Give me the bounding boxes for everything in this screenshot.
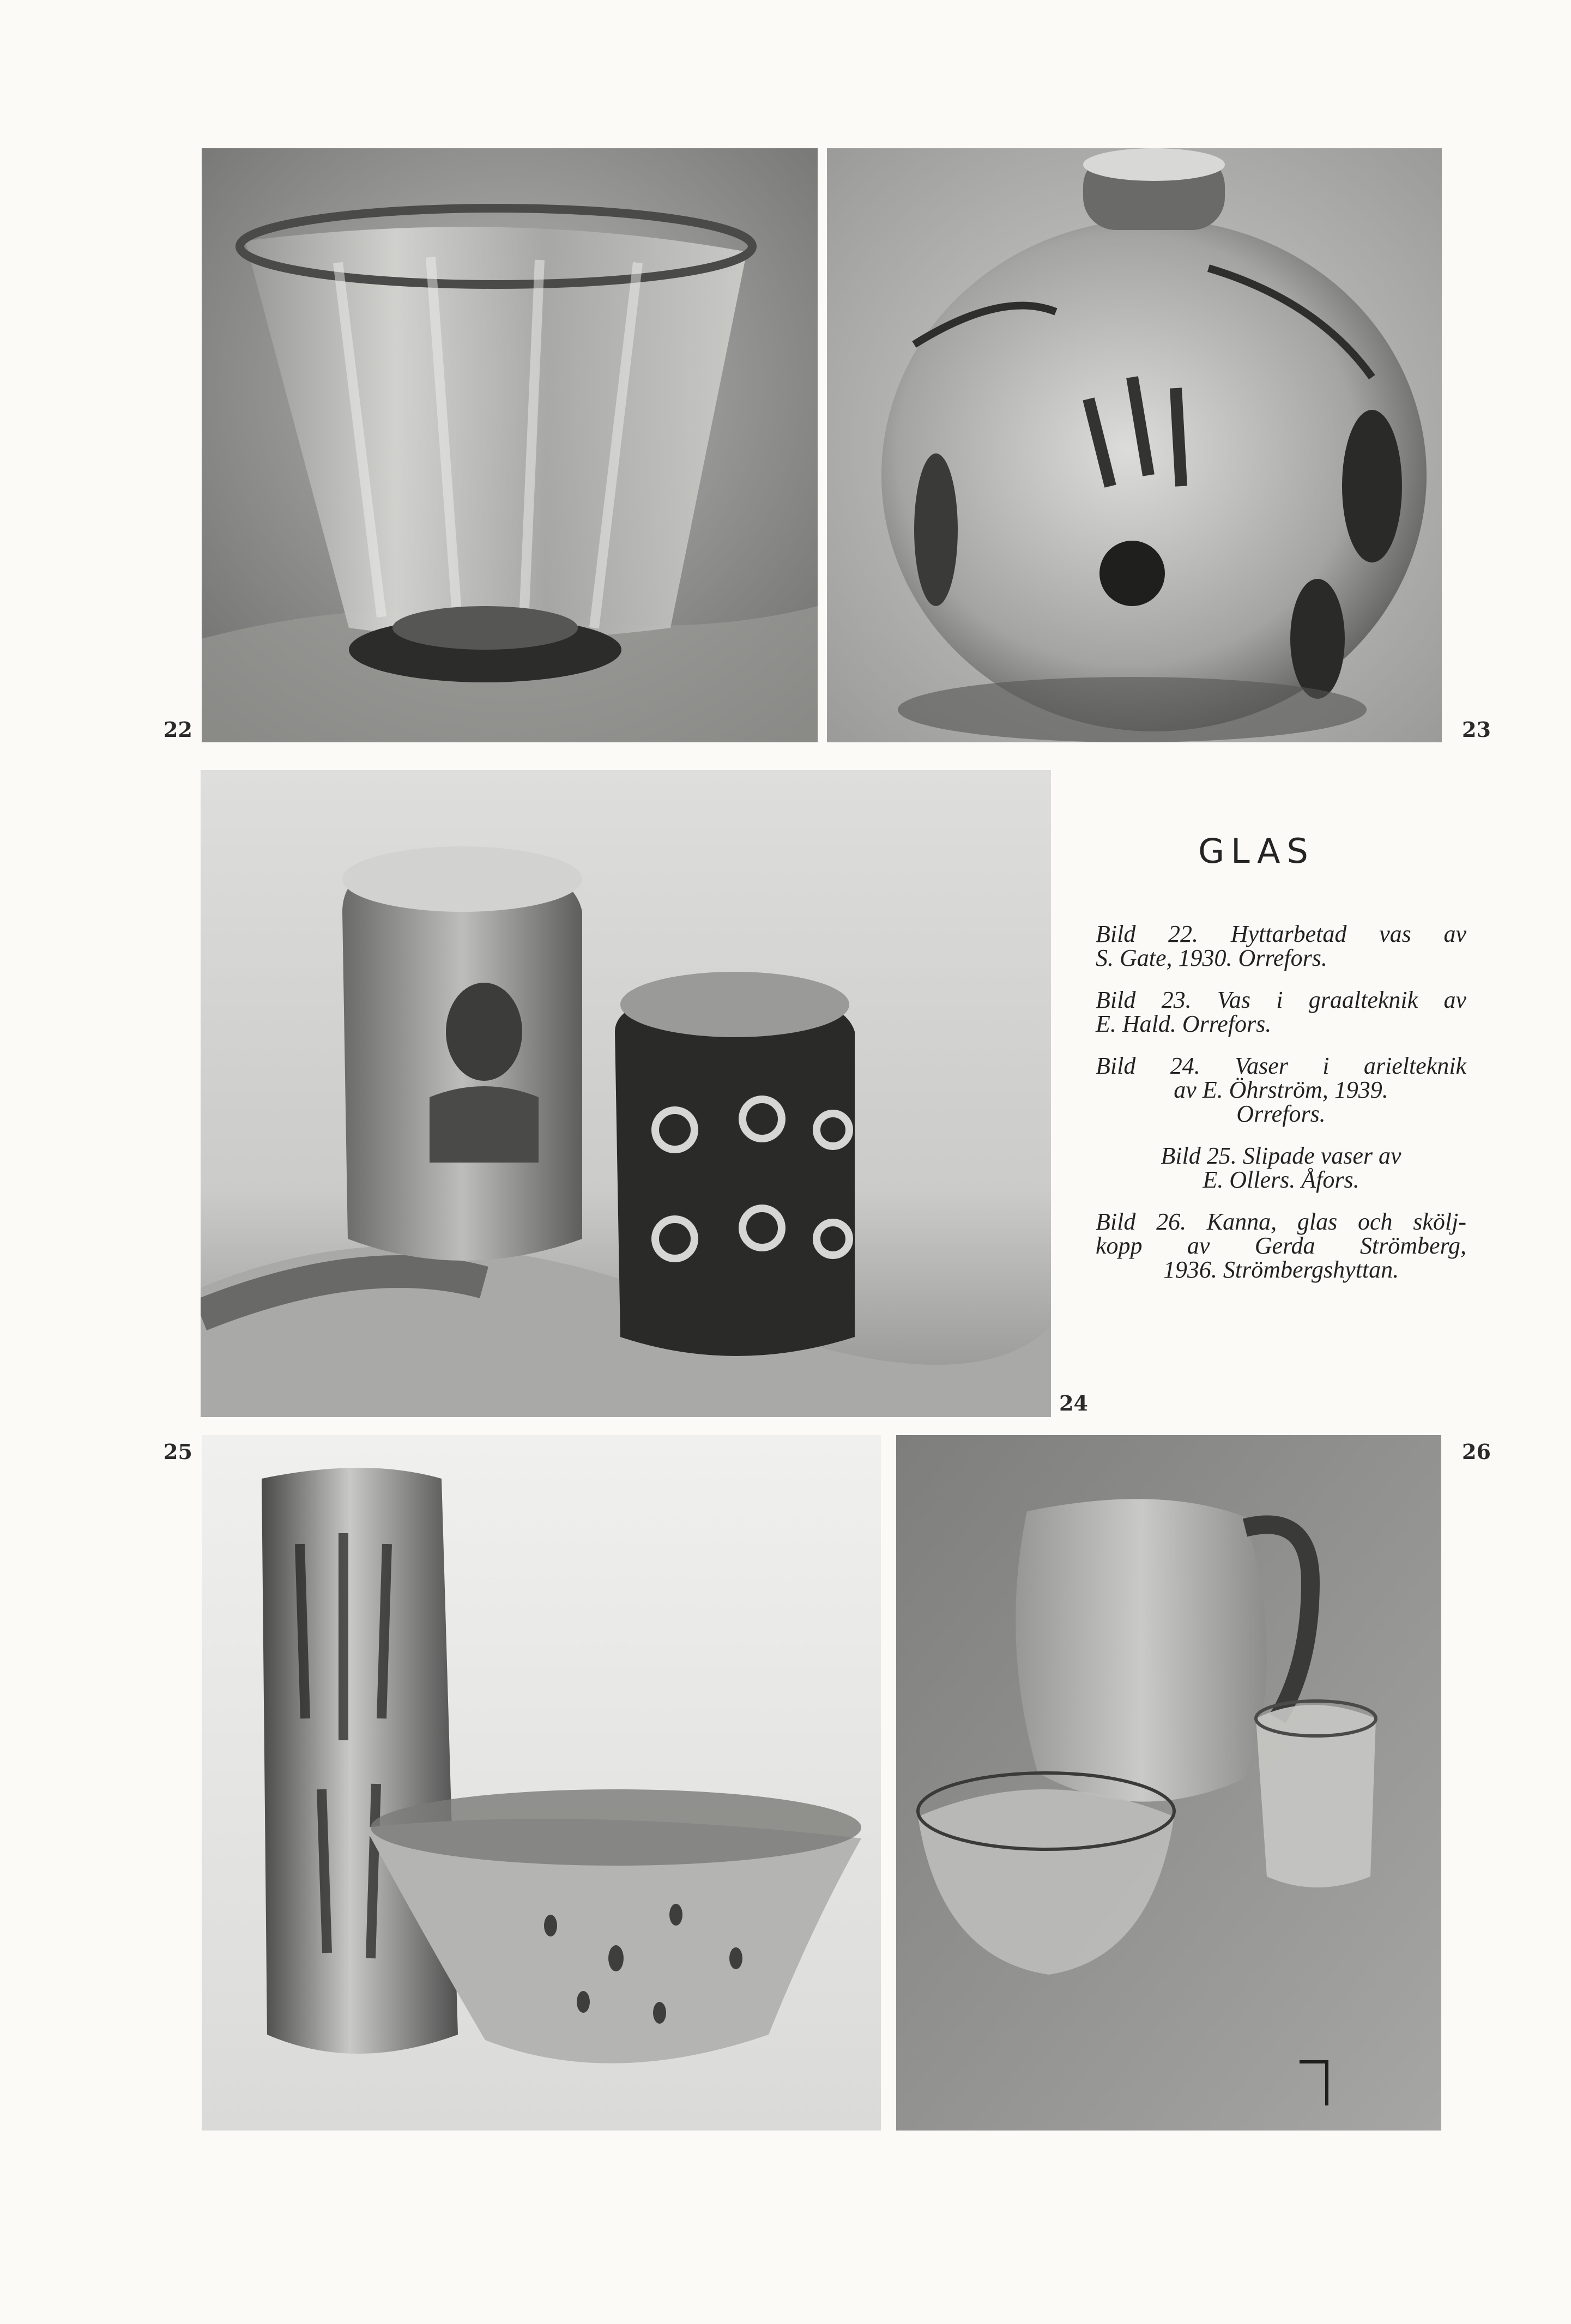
photo-25-slipade-vaser	[202, 1435, 881, 2131]
caption-26-line-1: Bild 26. Kanna, glas och skölj-	[1096, 1208, 1466, 1235]
photo-23-image	[827, 148, 1442, 742]
caption-26-line-3: 1936. Strömbergshyttan.	[1163, 1256, 1399, 1283]
photo-24-image	[201, 770, 1051, 1417]
photo-26-kanna-glas-skoljkopp	[896, 1435, 1441, 2131]
caption-24-line-3: Orrefors.	[1236, 1100, 1326, 1127]
figure-number-26: 26	[1462, 1439, 1491, 1464]
caption-23-line-2: E. Hald. Orrefors.	[1096, 1010, 1272, 1037]
figure-number-25: 25	[164, 1439, 192, 1464]
photo-25-image	[202, 1435, 881, 2131]
photo-24-ariel-vaser	[201, 770, 1051, 1417]
figure-number-22: 22	[164, 717, 192, 742]
caption-25	[1096, 1144, 1466, 1192]
caption-22-line-1: Bild 22. Hyttarbetad vas av	[1096, 921, 1466, 947]
section-title: GLAS	[1198, 831, 1315, 871]
caption-26-line-2: kopp av Gerda Strömberg,	[1096, 1232, 1466, 1259]
photo-22-hyttarbetad-vas	[202, 148, 818, 742]
caption-24	[1096, 1054, 1466, 1126]
caption-24-line-2: av E. Öhrström, 1939.	[1174, 1076, 1388, 1103]
caption-25-line-1: Bild 25. Slipade vaser av	[1161, 1142, 1401, 1169]
caption-block	[1096, 922, 1466, 1300]
caption-22	[1096, 922, 1466, 970]
photo-23-graal-vas	[827, 148, 1442, 742]
photo-26-image	[896, 1435, 1441, 2131]
caption-23	[1096, 988, 1466, 1036]
figure-number-24: 24	[1059, 1391, 1088, 1415]
caption-22-line-2: S. Gate, 1930. Orrefors.	[1096, 945, 1327, 971]
caption-26	[1096, 1210, 1466, 1282]
caption-25-line-2: E. Ollers. Åfors.	[1203, 1166, 1359, 1193]
caption-24-line-1: Bild 24. Vaser i arielteknik	[1096, 1052, 1466, 1079]
photo-22-image	[202, 148, 818, 742]
figure-number-23: 23	[1462, 717, 1491, 742]
caption-23-line-1: Bild 23. Vas i graalteknik av	[1096, 987, 1466, 1013]
